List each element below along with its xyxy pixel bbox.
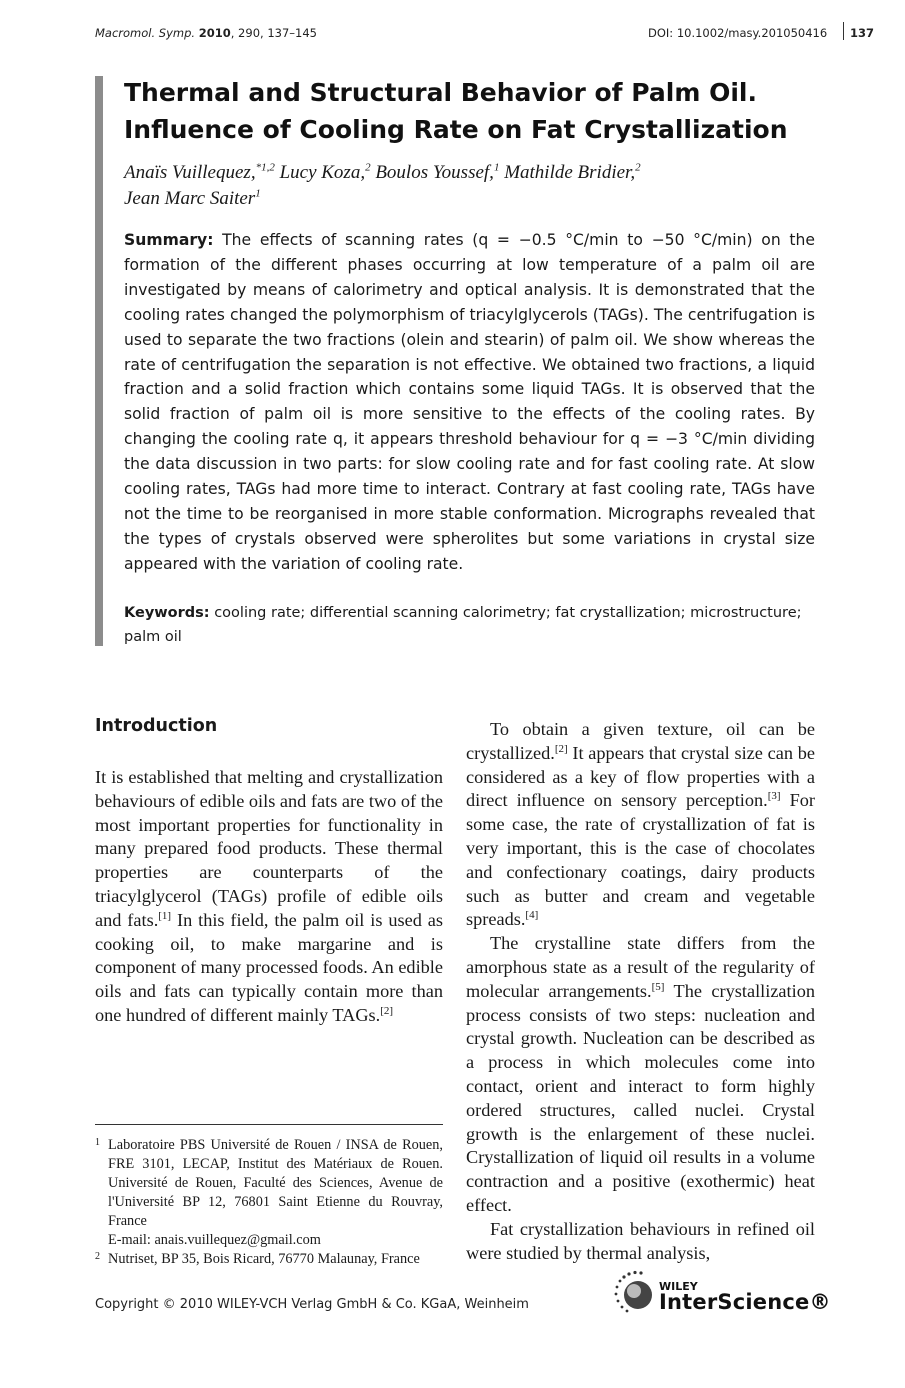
authors-line-1: Anaïs Vuillequez,$^{*1,2}$ Lucy Koza,$^2$ Boulos Youssef,$^1$ Mathilde Bridier,$^2$ [124, 161, 641, 183]
keywords-text: cooling rate; differential scanning calorimetry; fat crystallization; microstructure; palm oil [124, 605, 802, 645]
title-line-1: Thermal and Structural Behavior of Palm Oil. [124, 78, 757, 107]
interscience-logo-text: InterScience® [659, 1290, 831, 1314]
summary [124, 228, 815, 577]
right-paragraph-1: To obtain a given texture, oil can be crystallized.[2] It appears that crystal size can be considered as a key of flow properties with a direct influence on sensory perception.[3] For some case, the rate of crystallization of fat is very important, this is the case of chocolates and confectionary coatings, dairy products such as butter and cream and vegetable spreads.[4] [466, 719, 816, 930]
wiley-logo-text: WILEY [659, 1280, 698, 1293]
authors [124, 160, 824, 212]
right-paragraph-3: Fat crystallization behaviours in refined oil were studied by thermal analysis, [466, 1218, 815, 1263]
journal-citation: Macromol. Symp. 2010, 290, 137–145 [95, 26, 317, 40]
header-divider [843, 22, 844, 40]
section-heading-introduction: Introduction [95, 716, 218, 736]
abstract-side-bar [95, 76, 103, 646]
left-column [95, 766, 443, 1028]
doi: DOI: 10.1002/masy.201050416 [648, 26, 828, 40]
footnotes [95, 1136, 443, 1269]
summary-label: Summary: [124, 231, 214, 249]
authors-line-2: Jean Marc Saiter$^1$ [124, 187, 261, 209]
intro-paragraph: It is established that melting and crystallization behaviours of edible oils and fats are two of the most important properties for functionality in many prepared food products. These thermal properties are counterparts of the triacylglycerol (TAGs) profile of edible oils and fats.[1] In this field, the palm oil is used as cooking oil, to make margarine and is component of many processed foods. An edible oils and fats can typically contain more than one hundred of different mainly TAGs.[2] [95, 767, 443, 1025]
keywords-label: Keywords: [124, 605, 210, 621]
page-number: 137 [850, 26, 875, 40]
footnote-rule [95, 1124, 443, 1125]
article-title [124, 74, 824, 148]
title-line-2: Influence of Cooling Rate on Fat Crystallization [124, 115, 788, 144]
footnote-2: 2 Nutriset, BP 35, Bois Ricard, 76770 Malaunay, France [95, 1251, 420, 1267]
footnote-1: 1 Laboratoire PBS Université de Rouen / INSA de Rouen, FRE 3101, LECAP, Institut des Matériaux de Rouen. Université de Rouen, Faculté des Sciences, Avenue de l'Université BP 12, 76801 Saint Etienne du Rouvray, France [95, 1137, 443, 1229]
keywords [124, 602, 815, 649]
right-paragraph-2: The crystalline state differs from the amorphous state as a result of the regularity of molecular arrangements.[5] The crystallization process consists of two steps: nucleation and crystal growth. Nucleation can be described as a process in which molecules come into contact, orient and interact to form highly ordered structures, called nuclei. Crystal growth is the enlargement of these nuclei. Crystallization of liquid oil results in a volume contraction and a positive (exothermic) heat effect. [466, 933, 815, 1215]
summary-text: The effects of scanning rates (q = −0.5 °C/min to −50 °C/min) on the formation of the different phases occurring at low temperature of a palm oil are investigated by means of calorimetry and optical analysis. It is demonstrated that the cooling rates changed the polymorphism of triacylglycerols (TAGs). The centrifugation is used to separate the two fractions (olein and stearin) of palm oil. We show whereas the rate of centrifugation the separation is not effective. We obtained two fractions, a liquid fraction and a solid fraction which contains some liquid TAGs. It is observed that the solid fraction of palm oil is more sensitive to the effects of the cooling rates. By changing the cooling rate q, it appears threshold behaviour for q = −3 °C/min dividing the data discussion in two parts: for slow cooling rate and for fast cooling rate. At slow cooling rates, TAGs had more time to interact. Contrary at fast cooling rate, TAGs have not the time to be reorganised in more stable conformation. Micrographs revealed that the types of crystals observed were spherolites but some variations in crystal size appeared with the variation of cooling rate. [124, 231, 815, 573]
footnote-email: E-mail: anais.vuillequez@gmail.com [108, 1232, 321, 1248]
copyright: Copyright © 2010 WILEY-VCH Verlag GmbH & Co. KGaA, Weinheim [95, 1297, 529, 1312]
right-column [466, 718, 815, 1265]
